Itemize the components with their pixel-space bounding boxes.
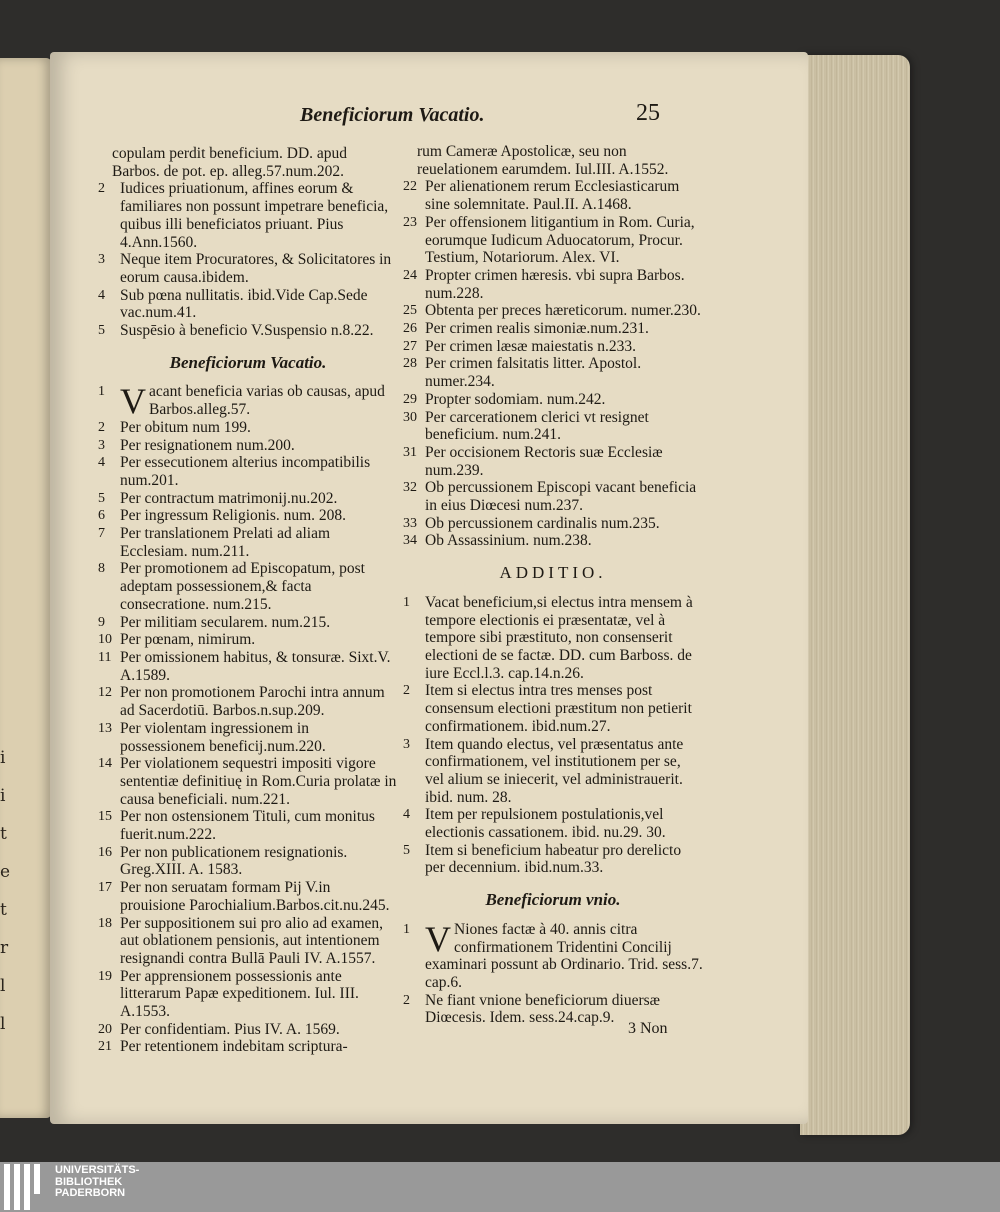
entry-number: 2 bbox=[403, 992, 410, 1008]
entry-number: 1 bbox=[403, 921, 410, 937]
entry-text: Per obitum num 199. bbox=[120, 418, 251, 436]
index-entry bbox=[98, 490, 398, 508]
index-entry bbox=[98, 808, 398, 843]
index-entry bbox=[98, 720, 398, 755]
entry-number: 17 bbox=[98, 880, 112, 896]
logo-line: BIBLIOTHEK bbox=[55, 1175, 123, 1188]
entry-text: Per suppositionem sui pro alio ad examen, aut oblationem pensionis, aut intentionem resignandi contra Bullā Pauli IV. A.1557. bbox=[120, 914, 384, 967]
running-header: Beneficiorum Vacatio. bbox=[300, 104, 485, 126]
entry-number: 15 bbox=[98, 809, 112, 825]
entry-text: Per offensionem litigantium in Rom. Curia, eorumque Iudicum Aduocatorum, Procur. Testium, Notariorum. Alex. VI. bbox=[425, 213, 695, 267]
index-entry bbox=[403, 355, 703, 390]
entry-text: Per retentionem indebitam scriptura- bbox=[120, 1038, 348, 1056]
entry-number: 8 bbox=[98, 561, 105, 577]
entry-number: 12 bbox=[98, 685, 112, 701]
entry-text: Per non promotionem Parochi intra annum ad Sacerdotiū. Barbos.n.sup.209. bbox=[120, 684, 385, 720]
entry-text: Per resignationem num.200. bbox=[120, 436, 295, 454]
left-page-edge bbox=[0, 58, 52, 1118]
entry-text: Per non publicationem resignationis. Greg.XIII. A. 1583. bbox=[120, 843, 348, 879]
entry-number: 19 bbox=[98, 968, 112, 984]
entry-number: 3 bbox=[98, 437, 105, 453]
section-heading: ADDITIO. bbox=[499, 563, 607, 583]
drop-initial: V bbox=[120, 381, 146, 422]
entry-text: Per occisionem Rectoris suæ Ecclesiæ num.239. bbox=[425, 443, 663, 479]
entry-text: Vacat beneficium,si electus intra mensem à tempore electionis ei præsentatæ, vel à tempore sibi præstituto, non consenserit electioni de se factæ. DD. cum Barboss. de iure Eccl.l.3. cap.14.n.26. bbox=[425, 593, 693, 682]
margin-mark: r bbox=[0, 938, 9, 958]
entry-number: 28 bbox=[403, 356, 417, 372]
entry-text: Per confidentiam. Pius IV. A. 1569. bbox=[120, 1020, 340, 1038]
entry-number: 30 bbox=[403, 409, 417, 425]
entry-text: Per violationem sequestri impositi vigore sententiæ definitiuę in Rom.Curia prolatæ in causa beneficiali. num.221. bbox=[120, 755, 397, 808]
footer-bar bbox=[0, 1162, 1000, 1212]
margin-mark: l bbox=[0, 1014, 6, 1034]
entry-text: Per non ostensionem Tituli, cum monitus fuerit.num.222. bbox=[120, 808, 375, 844]
index-entry bbox=[98, 560, 398, 613]
entry-number: 5 bbox=[98, 490, 105, 506]
entry-number: 11 bbox=[98, 649, 112, 665]
entry-number: 5 bbox=[98, 323, 105, 339]
index-entry bbox=[98, 251, 398, 286]
margin-mark: t bbox=[0, 900, 7, 920]
entry-number: 3 bbox=[98, 252, 105, 268]
index-entry bbox=[98, 1021, 398, 1039]
index-entry bbox=[403, 842, 703, 877]
entry-text: Per apprensionem possessionis ante litterarum Papæ expeditionem. Iul. III. A.1553. bbox=[120, 967, 359, 1021]
entry-text: Propter crimen hæresis. vbi supra Barbos. num.228. bbox=[425, 266, 685, 302]
entry-text: Per carcerationem clerici vt resignet beneficium. num.241. bbox=[425, 408, 649, 444]
index-entry bbox=[403, 806, 703, 841]
entry-text: acant beneficia varias ob causas, apud Barbos.alleg.57. bbox=[149, 383, 385, 419]
section-heading: Beneficiorum Vacatio. bbox=[169, 352, 327, 372]
margin-mark: t bbox=[0, 824, 7, 844]
entry-text: Per non seruatam formam Pij V.in prouisione Parochialium.Barbos.cit.nu.245. bbox=[120, 879, 390, 914]
page-edges bbox=[800, 55, 910, 1135]
entry-text: Per essecutionem alterius incompatibilis num.201. bbox=[120, 454, 371, 489]
library-logo-text bbox=[55, 1165, 139, 1200]
section-heading: Beneficiorum vnio. bbox=[485, 890, 621, 910]
index-entry bbox=[98, 631, 398, 649]
entry-number: 4 bbox=[98, 455, 105, 471]
logo-line: UNIVERSITÄTS- bbox=[55, 1164, 140, 1176]
margin-mark: l bbox=[0, 976, 6, 996]
entry-number: 2 bbox=[98, 419, 105, 435]
entry-number: 6 bbox=[98, 508, 105, 524]
right-text-column bbox=[403, 143, 703, 1027]
index-entry bbox=[98, 454, 398, 489]
catchword: 3 Non bbox=[628, 1020, 668, 1037]
entry-text: Item quando electus, vel præsentatus ante confirmationem, vel institutionem per se, vel alium se iniecerit, vel administrauerit. ibid. num. 28. bbox=[425, 735, 684, 806]
entry-number: 4 bbox=[98, 287, 105, 303]
entry-text: Ob Assassinium. num.238. bbox=[425, 532, 592, 550]
entry-text: Niones factæ à 40. annis citra confirmationem Tridentini Concilij examinari possunt ab Ordinario. Trid. sess.7. cap.6. bbox=[425, 920, 703, 991]
entry-text: Ob percussionem Episcopi vacant beneficia in eius Diœcesi num.237. bbox=[425, 479, 697, 515]
entry-text: Per omissionem habitus, & tonsuræ. Sixt.V. A.1589. bbox=[120, 648, 391, 684]
entry-text: Per promotionem ad Episcopatum, post adeptam possessionem,& facta consecratione. num.215. bbox=[120, 560, 365, 613]
entry-number: 4 bbox=[403, 807, 410, 823]
index-entry bbox=[403, 594, 703, 683]
index-entry bbox=[98, 968, 398, 1021]
index-entry bbox=[403, 267, 703, 302]
left-text-column bbox=[98, 145, 398, 1056]
entry-number: 1 bbox=[403, 594, 410, 610]
drop-initial: V bbox=[425, 918, 451, 959]
index-entry bbox=[403, 409, 703, 444]
entry-number: 13 bbox=[98, 720, 112, 736]
entry-text: Item si beneficium habeatur pro derelicto per decennium. ibid.num.33. bbox=[425, 841, 682, 877]
margin-mark: i bbox=[0, 748, 6, 768]
index-entry bbox=[98, 145, 398, 180]
index-entry bbox=[98, 755, 398, 808]
index-entry bbox=[403, 320, 703, 338]
entry-text: Per crimen falsitatis litter. Apostol. numer.234. bbox=[425, 355, 642, 391]
index-entry bbox=[403, 391, 703, 409]
entry-number: 22 bbox=[403, 179, 417, 195]
entry-number: 18 bbox=[98, 915, 112, 931]
entry-text: Per pœnam, nimirum. bbox=[120, 631, 256, 649]
entry-text: Per crimen realis simoniæ.num.231. bbox=[425, 320, 649, 338]
entry-number: 20 bbox=[98, 1021, 112, 1037]
entry-text: Per crimen læsæ maiestatis n.233. bbox=[425, 337, 636, 355]
entry-text: Per violentam ingressionem in possessionem beneficij.num.220. bbox=[120, 719, 326, 755]
entry-text: Sub pœna nullitatis. ibid.Vide Cap.Sede vac.num.41. bbox=[120, 286, 368, 322]
index-entry bbox=[403, 918, 703, 992]
logo-line: PADERBORN bbox=[55, 1187, 126, 1199]
entry-number: 2 bbox=[403, 683, 410, 699]
entry-text: Per ingressum Religionis. num. 208. bbox=[120, 507, 347, 525]
entry-number: 14 bbox=[98, 756, 112, 772]
index-entry bbox=[98, 419, 398, 437]
entry-text: copulam perdit beneficium. DD. apud Barbos. de pot. ep. alleg.57.num.202. bbox=[112, 145, 348, 180]
index-entry bbox=[403, 143, 703, 178]
entry-number: 9 bbox=[98, 614, 105, 630]
index-entry bbox=[98, 507, 398, 525]
index-entry bbox=[98, 649, 398, 684]
entry-text: Item si electus intra tres menses post consensum electioni præstitum non petierit confirmationem. ibid.num.27. bbox=[425, 682, 692, 735]
index-entry bbox=[403, 338, 703, 356]
index-entry bbox=[98, 287, 398, 322]
entry-text: Neque item Procuratores, & Solicitatores in eorum causa.ibidem. bbox=[120, 251, 392, 286]
index-entry bbox=[98, 525, 398, 560]
entry-number: 24 bbox=[403, 267, 417, 283]
index-entry bbox=[98, 1038, 398, 1056]
entry-number: 25 bbox=[403, 303, 417, 319]
entry-number: 34 bbox=[403, 533, 417, 549]
index-entry bbox=[403, 214, 703, 267]
index-entry bbox=[98, 844, 398, 879]
entry-number: 2 bbox=[98, 181, 105, 197]
entry-number: 3 bbox=[403, 736, 410, 752]
index-entry bbox=[403, 532, 703, 550]
index-entry bbox=[403, 736, 703, 807]
entry-number: 32 bbox=[403, 480, 417, 496]
entry-text: Per alienationem rerum Ecclesiasticarum sine solemnitate. Paul.II. A.1468. bbox=[425, 178, 680, 214]
entry-number: 21 bbox=[98, 1039, 112, 1055]
entry-text: Iudices priuationum, affines eorum & familiares non possunt impetrare beneficia, quibus illi beneficiatos priuant. Pius 4.Ann.1560. bbox=[120, 180, 389, 251]
entry-number: 7 bbox=[98, 526, 105, 542]
index-entry bbox=[98, 381, 398, 422]
entry-text: Obtenta per preces hæreticorum. numer.230. bbox=[425, 302, 701, 320]
entry-text: Ne fiant vnione beneficiorum diuersæ Diœcesis. Idem. sess.24.cap.9. bbox=[425, 991, 661, 1027]
entry-number: 27 bbox=[403, 338, 417, 354]
entry-text: Per contractum matrimonij.nu.202. bbox=[120, 489, 338, 507]
entry-number: 29 bbox=[403, 391, 417, 407]
index-entry bbox=[403, 479, 703, 514]
index-entry bbox=[403, 302, 703, 320]
entry-number: 5 bbox=[403, 842, 410, 858]
entry-number: 10 bbox=[98, 632, 112, 648]
margin-mark: i bbox=[0, 786, 6, 806]
index-entry bbox=[98, 614, 398, 632]
index-entry bbox=[403, 515, 703, 533]
index-entry bbox=[98, 322, 398, 340]
entry-text: Suspēsio à beneficio V.Suspensio n.8.22. bbox=[120, 322, 374, 340]
index-entry bbox=[403, 444, 703, 479]
entry-number: 23 bbox=[403, 214, 417, 230]
entry-number: 33 bbox=[403, 515, 417, 531]
entry-text: Per translationem Prelati ad aliam Ecclesiam. num.211. bbox=[120, 525, 331, 560]
page-number: 25 bbox=[636, 100, 660, 126]
entry-text: Propter sodomiam. num.242. bbox=[425, 390, 606, 408]
entry-text: Ob percussionem cardinalis num.235. bbox=[425, 514, 660, 532]
entry-number: 26 bbox=[403, 321, 417, 337]
entry-text: rum Cameræ Apostolicæ, seu non reuelationem earumdem. Iul.III. A.1552. bbox=[417, 143, 669, 178]
index-entry bbox=[98, 437, 398, 455]
index-entry bbox=[98, 915, 398, 968]
margin-mark: e bbox=[0, 862, 11, 882]
index-entry bbox=[98, 180, 398, 251]
index-entry bbox=[403, 682, 703, 735]
index-entry bbox=[98, 879, 398, 914]
entry-text: Per militiam secularem. num.215. bbox=[120, 613, 331, 631]
entry-text: Item per repulsionem postulationis,vel electionis cassationem. ibid. nu.29. 30. bbox=[425, 806, 666, 842]
library-logo-icon bbox=[0, 1164, 52, 1210]
entry-number: 31 bbox=[403, 444, 417, 460]
entry-number: 16 bbox=[98, 844, 112, 860]
entry-number: 1 bbox=[98, 384, 105, 400]
index-entry bbox=[98, 684, 398, 719]
index-entry bbox=[403, 178, 703, 213]
